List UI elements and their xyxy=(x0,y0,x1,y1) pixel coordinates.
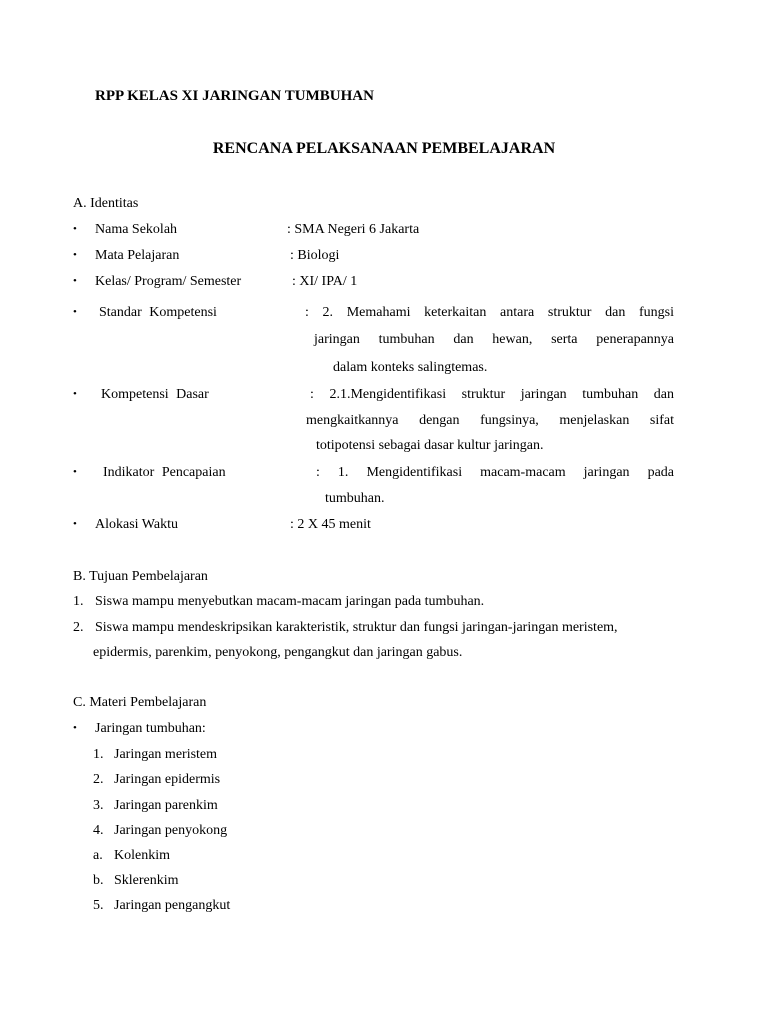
label-mata-pelajaran: Mata Pelajaran xyxy=(95,248,180,263)
value-kompetensi-dasar-line2: mengkaitkannya dengan fungsinya, menjelaskan sifat xyxy=(306,413,674,428)
label-kelas: Kelas/ Program/ Semester xyxy=(95,274,242,289)
bullet: • xyxy=(73,466,77,478)
materi-num: 3. xyxy=(93,798,104,813)
bullet: • xyxy=(73,223,77,235)
bullet: • xyxy=(73,518,77,530)
materi-item: Jaringan parenkim xyxy=(114,798,218,813)
doc-title: RPP KELAS XI JARINGAN TUMBUHAN xyxy=(95,88,374,104)
value-indikator-line2: tumbuhan. xyxy=(325,491,385,506)
bullet: • xyxy=(73,275,77,287)
label-standar-kompetensi: Standar Kompetensi xyxy=(99,305,217,320)
value-kompetensi-dasar-line1: : 2.1.Mengidentifikasi struktur jaringan tumbuhan dan xyxy=(310,387,674,402)
value-standar-kompetensi-line2: jaringan tumbuhan dan hewan, serta penerapannya xyxy=(314,332,674,347)
label-indikator-pencapaian: Indikator Pencapaian xyxy=(103,465,226,480)
tujuan-num-1: 1. xyxy=(73,594,84,609)
materi-num: a. xyxy=(93,848,103,863)
label-nama-sekolah: Nama Sekolah xyxy=(95,222,178,237)
materi-item: Kolenkim xyxy=(114,848,170,863)
materi-num: 2. xyxy=(93,772,104,787)
materi-item: Jaringan meristem xyxy=(114,747,218,762)
materi-item: Sklerenkim xyxy=(114,873,179,888)
materi-item: Jaringan penyokong xyxy=(114,823,228,838)
bullet: • xyxy=(73,388,77,400)
main-title: RENCANA PELAKSANAAN PEMBELAJARAN xyxy=(212,140,556,157)
value-kompetensi-dasar-line3: totipotensi sebagai dasar kultur jaringan. xyxy=(316,438,544,453)
tujuan-num-2: 2. xyxy=(73,620,84,635)
bullet: • xyxy=(73,306,77,318)
value-standar-kompetensi-line3: dalam konteks salingtemas. xyxy=(333,360,488,375)
materi-num: 5. xyxy=(93,898,104,913)
value-nama-sekolah: : SMA Negeri 6 Jakarta xyxy=(287,222,420,237)
tujuan-item-2-line2: epidermis, parenkim, penyokong, pengangkut dan jaringan gabus. xyxy=(93,645,463,660)
value-mata-pelajaran: : Biologi xyxy=(290,248,340,263)
label-kompetensi-dasar: Kompetensi Dasar xyxy=(101,387,209,402)
section-materi-heading: C. Materi Pembelajaran xyxy=(73,695,207,710)
bullet: • xyxy=(73,722,77,734)
tujuan-item-2-line1: Siswa mampu mendeskripsikan karakteristik, struktur dan fungsi jaringan-jaringan meristem, xyxy=(95,620,618,635)
materi-num: 4. xyxy=(93,823,104,838)
materi-item: Jaringan pengangkut xyxy=(114,898,231,913)
bullet: • xyxy=(73,249,77,261)
value-indikator-line1: : 1. Mengidentifikasi macam-macam jaringan pada xyxy=(316,465,674,480)
section-tujuan-heading: B. Tujuan Pembelajaran xyxy=(73,569,208,584)
section-identitas-heading: A. Identitas xyxy=(73,196,139,211)
materi-bullet-label: Jaringan tumbuhan: xyxy=(95,721,206,736)
value-kelas: : XI/ IPA/ 1 xyxy=(292,274,358,289)
materi-num: b. xyxy=(93,873,104,888)
value-alokasi-waktu: : 2 X 45 menit xyxy=(290,517,371,532)
tujuan-item-1: Siswa mampu menyebutkan macam-macam jaringan pada tumbuhan. xyxy=(95,594,485,609)
materi-num: 1. xyxy=(93,747,104,762)
materi-item: Jaringan epidermis xyxy=(114,772,221,787)
value-standar-kompetensi-line1: : 2. Memahami keterkaitan antara struktur dan fungsi xyxy=(305,305,674,320)
label-alokasi-waktu: Alokasi Waktu xyxy=(95,517,178,532)
